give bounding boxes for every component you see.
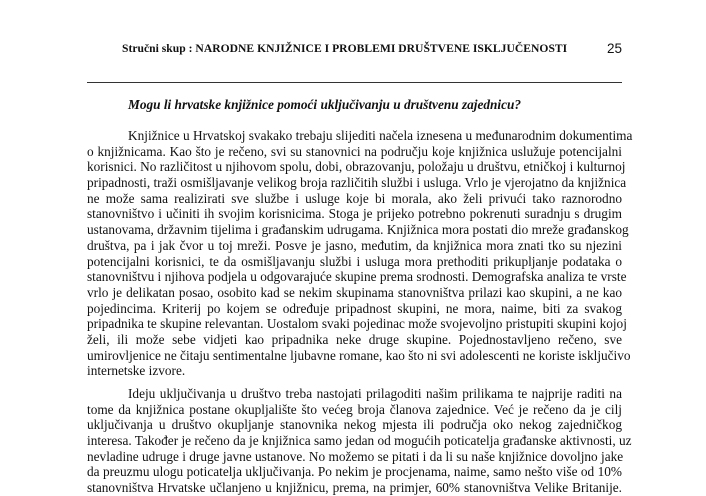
paragraph-line: pripadnosti, traži osmišljavanje velikog broja različitih službi i usluga. Vrlo je vjerojatno da knjižnica [87,175,627,191]
paragraph-line: nevladine udruge i druge javne ustanove. No možemo se pitati i da li su naše knjižnice dovoljno jake [87,448,624,464]
paragraph-line: ne može sama realizirati sve službe i usluge koje bi morala, ako želi privući tako raznorodno [87,190,622,206]
paragraph-line: Ideju uključivanja u društvo treba nastojati prilagoditi našim prilikama te najprije raditi na [128,386,622,401]
paragraph-line: želi, ili može sebe vidjeti kao pripadnika neke druge skupine. Pojednostavljeno rečeno, sve [87,331,622,347]
paragraph-line: vrlo je delikatan posao, osobito kad se nekim skupinama stanovništva prilazi kao skupini, a ne kao [87,284,622,300]
paragraph-line: o knjižnicama. Kao što je rečeno, svi su stanovnici na području koje knjižnica uslužuje potencijalni [87,143,622,159]
paragraph-line: internetske izvore. [87,363,186,379]
paragraph-line: umirovljenice ne čitaju sentimentalne ljubavne romane, kao što ni svi adolescenti ne koriste isključivo [87,347,631,363]
running-header-title: Stručni skup : NARODNE KNJIŽNICE I PROBLEMI DRUŠTVENE ISKLJUČENOSTI [122,42,568,55]
section-subtitle: Mogu li hrvatske knjižnice pomoći uključivanju u društvenu zajednicu? [128,97,522,112]
paragraph-line: korisnici. No različitost u njihovom spolu, dobi, obrazovanju, položaju u društvu, etničkoj i kulturnoj [87,159,626,175]
paragraph-line: društva, pa i jak čvor u toj mreži. Posve je jasno, međutim, da knjižnica mora znati tko su njezini [87,237,622,253]
paragraph-line: pojedincima. Kriterij po kojem se određuje pripadnost skupini, ne mora, naime, biti za svakog [87,300,622,316]
paragraph-line: stanovništvo i učiniti ih svojim korisnicima. Stoga je prijeko potrebno pokrenuti suradnju s drugim [87,206,622,222]
paragraph-1 [87,128,633,379]
header-rule [87,82,622,83]
paragraph-line: interesa. Također je rečeno da je knjižnica samo jedan od mogućih poticatelja građanske aktivnosti, uz [87,433,632,449]
paragraph-line: Knjižnice u Hrvatskoj svakako trebaju slijediti načela iznesena u međunarodnim dokumentima [128,128,633,143]
paragraph-line: stanovništvu i njihova podjela u odgovarajuće skupine prema srodnosti. Demografska analiza te vrste [87,269,627,285]
paragraph-line: pripadnika te skupine relevantan. Uostalom svaki pojedinac može svojevoljno pristupiti skupini kojoj [87,316,627,332]
running-header [122,41,622,59]
paragraph-line: potencijalni korisnici, te da osmišljavanju službi i usluga mora prethoditi prikupljanje podataka o [87,253,622,269]
paragraph-line: tome da knjižnica postane okupljalište što većeg broja članova zajednice. Već je rečeno da je cilj [87,401,622,417]
page-number: 25 [606,41,622,56]
paragraph-line: stanovništva Hrvatske učlanjeno u knjižnicu, prema, na primjer, 60% stanovništva Velike Britanije. [87,480,622,496]
paragraph-line: uključivanja u društvo okupljanje stanovnika nekog mjesta ili područja oko nekog zajedničkog [87,417,622,433]
paragraph-line: ustanovama, državnim tijelima i građanskim udrugama. Knjižnica mora postati dio mreže građanskog [87,222,629,238]
paragraph-2 [87,386,632,496]
paragraph-line: da preuzmu ulogu poticatelja uključivanja. Po nekim je procjenama, naime, samo nešto više od 10% [87,464,622,480]
